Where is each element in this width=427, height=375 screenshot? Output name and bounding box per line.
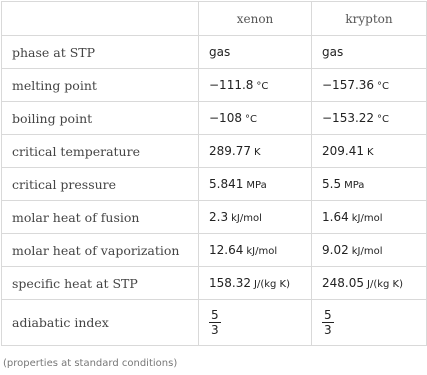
cell-krypton bbox=[312, 267, 427, 300]
unit: kJ/mol bbox=[246, 246, 278, 257]
table-row bbox=[2, 234, 427, 267]
fraction-numerator: 5 bbox=[324, 308, 332, 322]
cell-xenon bbox=[199, 201, 312, 234]
header-corner bbox=[2, 2, 199, 36]
footnote: (properties at standard conditions) bbox=[3, 358, 178, 369]
cell-krypton bbox=[312, 69, 427, 102]
unit: kJ/mol bbox=[351, 246, 383, 257]
value: 158.32 bbox=[209, 276, 251, 290]
row-label: critical pressure bbox=[2, 168, 199, 201]
value: 1.64 bbox=[322, 210, 349, 224]
value: 248.05 bbox=[322, 276, 364, 290]
unit: J/(kg K) bbox=[367, 279, 403, 290]
unit: °C bbox=[244, 114, 257, 125]
value: 2.3 bbox=[209, 210, 229, 224]
row-label: melting point bbox=[2, 69, 199, 102]
row-label: adiabatic index bbox=[2, 300, 199, 346]
table-row bbox=[2, 69, 427, 102]
unit: °C bbox=[256, 81, 269, 92]
fraction bbox=[322, 308, 334, 337]
row-label: molar heat of vaporization bbox=[2, 234, 199, 267]
fraction-numerator: 5 bbox=[211, 308, 219, 322]
value: −108 bbox=[209, 111, 242, 125]
cell-xenon bbox=[199, 234, 312, 267]
value: gas bbox=[322, 45, 344, 59]
properties-table bbox=[1, 1, 427, 346]
cell-krypton bbox=[312, 300, 427, 346]
cell-xenon bbox=[199, 267, 312, 300]
table-row bbox=[2, 135, 427, 168]
unit: J/(kg K) bbox=[254, 279, 290, 290]
column-header-xenon: xenon bbox=[199, 2, 312, 36]
table-row bbox=[2, 102, 427, 135]
cell-xenon bbox=[199, 36, 312, 69]
unit: kJ/mol bbox=[351, 213, 383, 224]
value: 209.41 bbox=[322, 144, 364, 158]
table-row bbox=[2, 267, 427, 300]
unit: K bbox=[367, 147, 374, 158]
unit: MPa bbox=[246, 180, 267, 191]
value: 5.5 bbox=[322, 177, 342, 191]
cell-xenon bbox=[199, 102, 312, 135]
cell-krypton bbox=[312, 234, 427, 267]
value: −111.8 bbox=[209, 78, 254, 92]
value: −157.36 bbox=[322, 78, 375, 92]
cell-krypton bbox=[312, 201, 427, 234]
header-row bbox=[2, 2, 427, 36]
table-row bbox=[2, 300, 427, 346]
fraction bbox=[209, 308, 221, 337]
row-label: phase at STP bbox=[2, 36, 199, 69]
value: gas bbox=[209, 45, 231, 59]
table-row bbox=[2, 201, 427, 234]
cell-krypton bbox=[312, 135, 427, 168]
row-label: boiling point bbox=[2, 102, 199, 135]
cell-xenon bbox=[199, 300, 312, 346]
unit: kJ/mol bbox=[231, 213, 262, 224]
cell-xenon bbox=[199, 168, 312, 201]
value: 5.841 bbox=[209, 177, 244, 191]
row-label: specific heat at STP bbox=[2, 267, 199, 300]
value: −153.22 bbox=[322, 111, 375, 125]
row-label: critical temperature bbox=[2, 135, 199, 168]
cell-xenon bbox=[199, 69, 312, 102]
cell-krypton bbox=[312, 102, 427, 135]
value: 289.77 bbox=[209, 144, 251, 158]
column-header-krypton: krypton bbox=[312, 2, 427, 36]
cell-krypton bbox=[312, 168, 427, 201]
row-label: molar heat of fusion bbox=[2, 201, 199, 234]
fraction-denominator: 3 bbox=[324, 323, 332, 337]
unit: °C bbox=[377, 81, 390, 92]
fraction-denominator: 3 bbox=[211, 323, 219, 337]
value: 12.64 bbox=[209, 243, 244, 257]
cell-xenon bbox=[199, 135, 312, 168]
unit: °C bbox=[377, 114, 390, 125]
cell-krypton bbox=[312, 36, 427, 69]
table-row bbox=[2, 168, 427, 201]
unit: K bbox=[254, 147, 261, 158]
unit: MPa bbox=[344, 180, 365, 191]
table-row bbox=[2, 36, 427, 69]
value: 9.02 bbox=[322, 243, 349, 257]
